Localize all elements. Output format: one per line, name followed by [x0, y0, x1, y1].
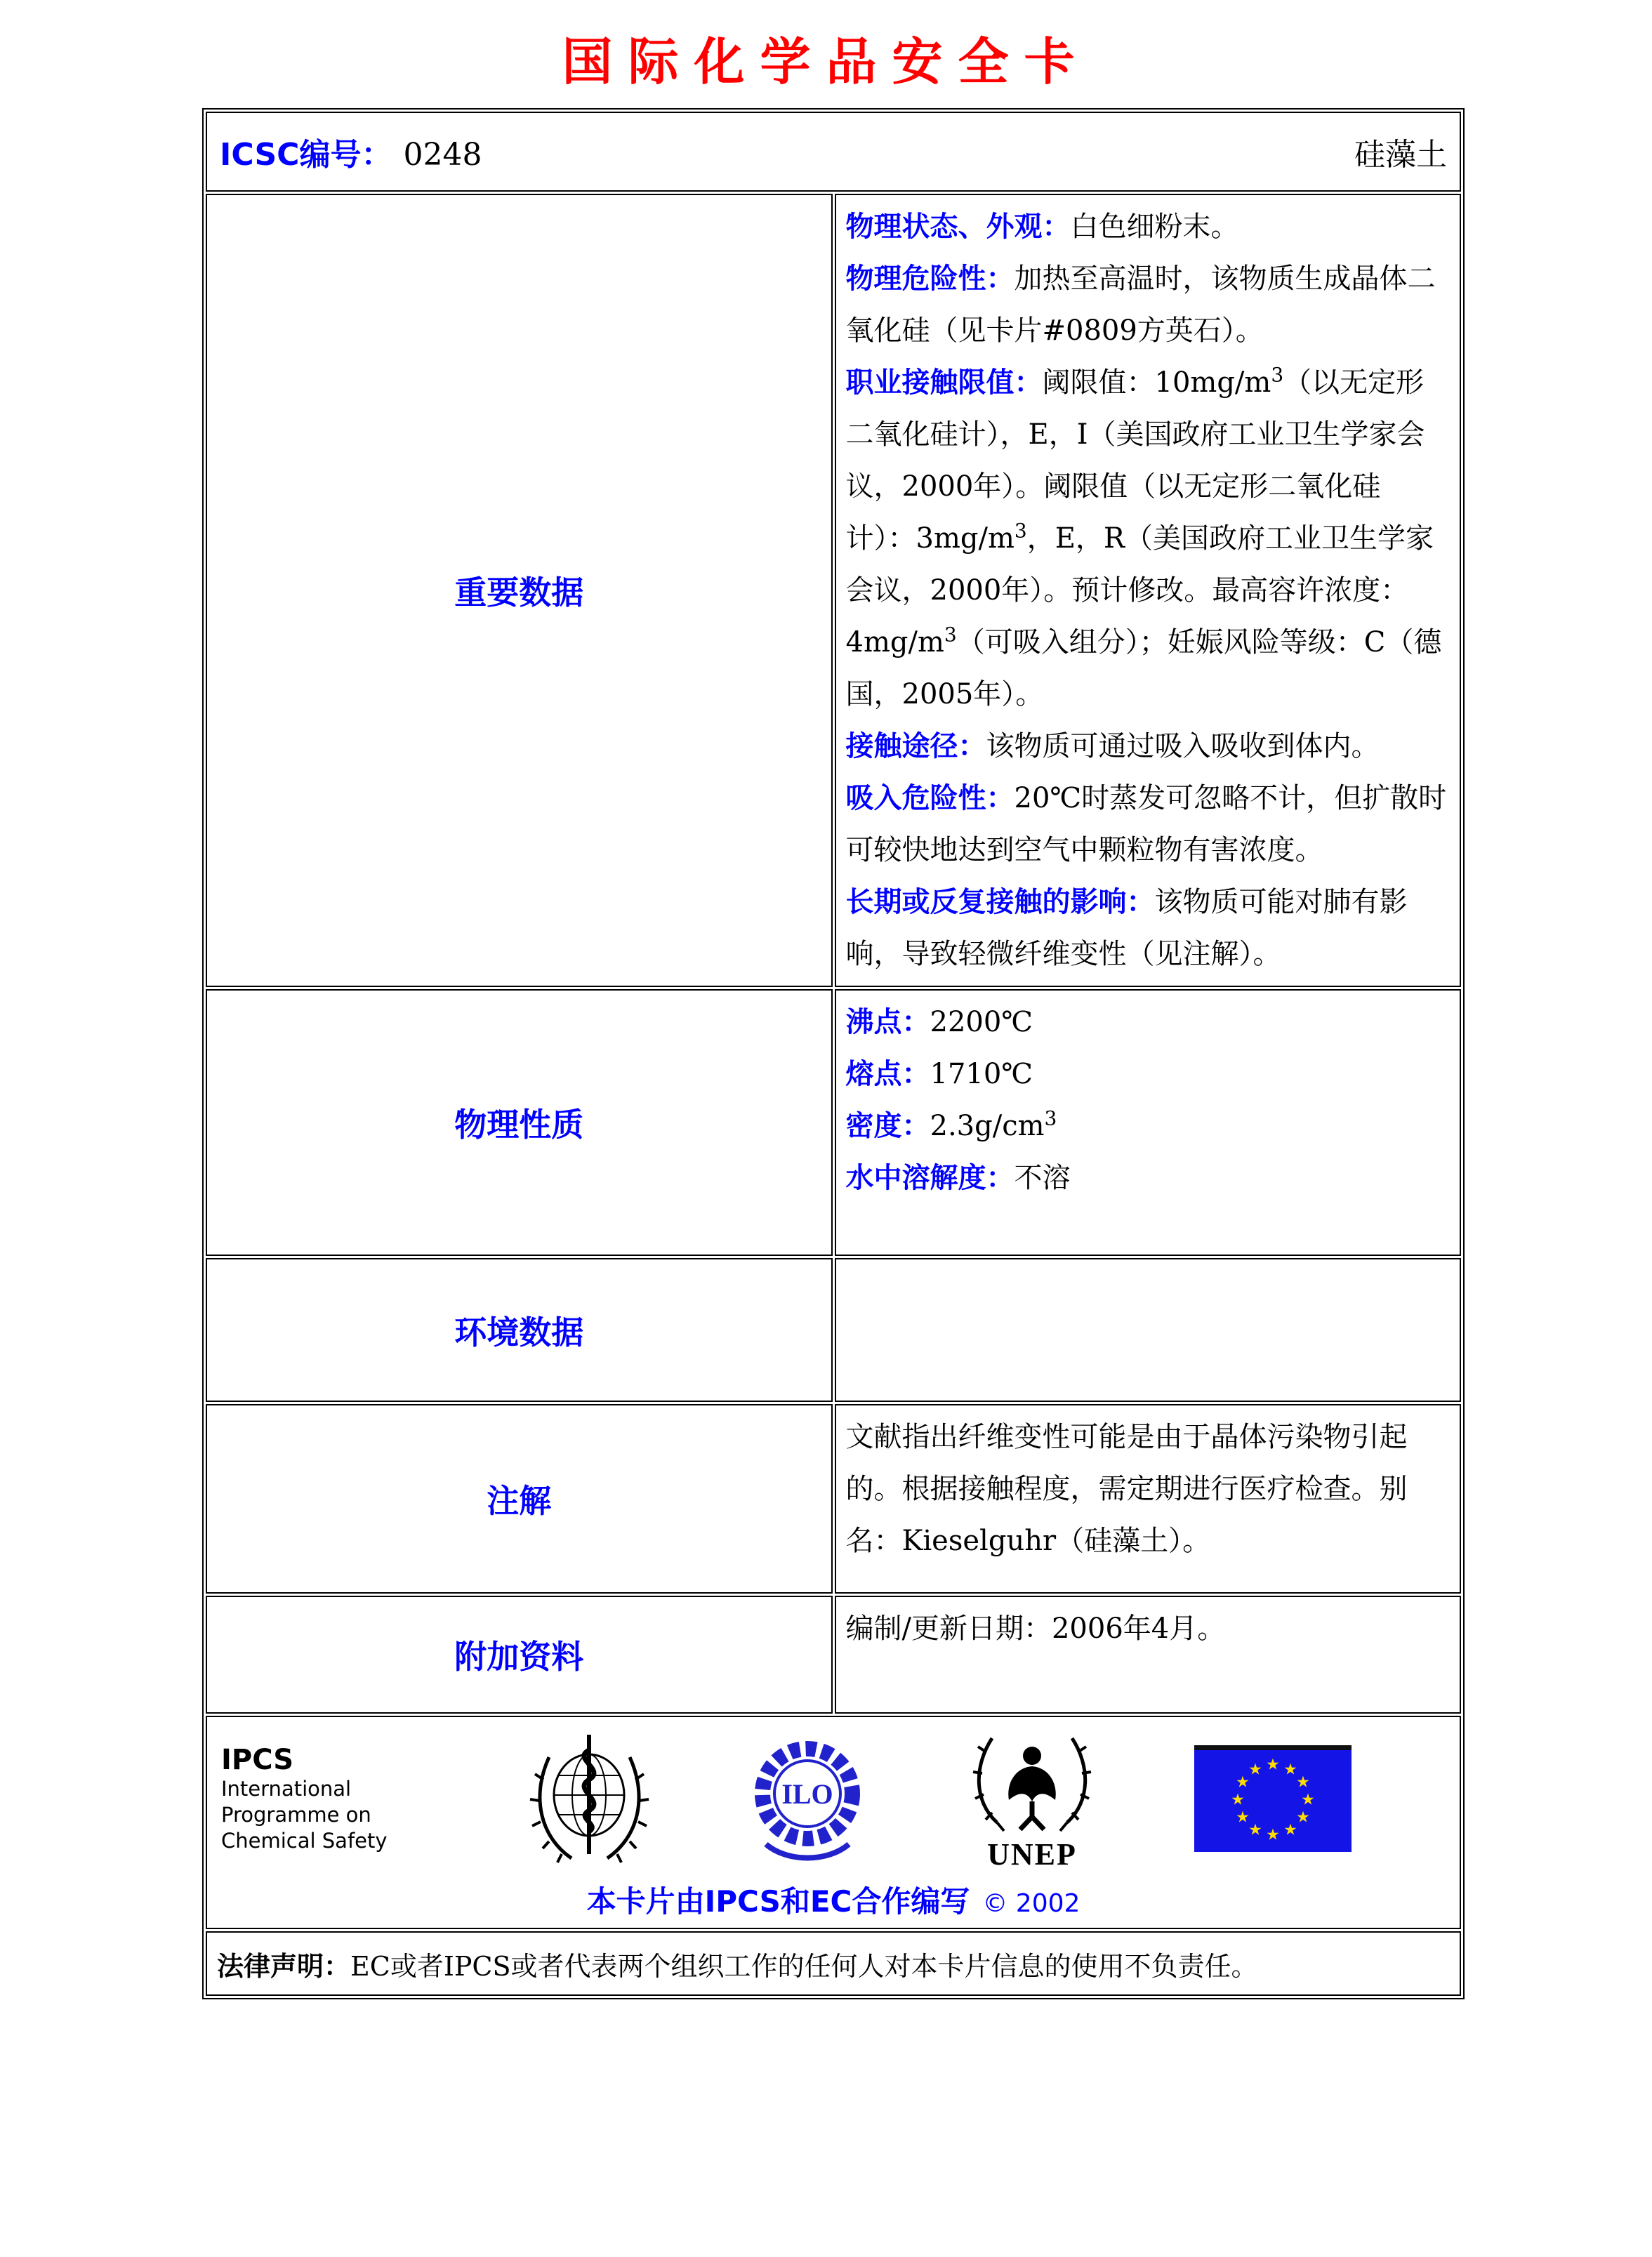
paragraph: 文献指出纤维变性可能是由于晶体污染物引起的。根据接触程度，需定期进行医疗检查。别名：Kieselguhr（硅藻土）。: [845, 1421, 1408, 1557]
svg-text:★: ★: [1296, 1773, 1310, 1792]
section-label-notes: 注解: [487, 1482, 552, 1520]
section-label-additional-information: 附加资料: [454, 1638, 584, 1676]
unep-logo: [965, 1724, 1099, 1873]
section-row-physical-properties: [206, 989, 1461, 1256]
section-content-important-data: [835, 194, 1462, 987]
ipcs-line: Chemical Safety: [221, 1828, 388, 1853]
legal-cell: [206, 1931, 1461, 1996]
page-title: 国际化学品安全卡: [562, 32, 1090, 91]
section-content-additional-information: [835, 1596, 1462, 1714]
svg-text:★: ★: [1266, 1756, 1280, 1774]
credit-text: 本卡片由IPCS和EC合作编写: [586, 1884, 970, 1919]
paragraph: 编制/更新日期：2006年4月。: [845, 1613, 1226, 1645]
chemical-name: 硅藻土: [1354, 137, 1447, 173]
svg-text:★: ★: [1283, 1821, 1297, 1839]
paragraph: 沸点：2200℃: [845, 1006, 1033, 1038]
section-content-physical-properties: [835, 989, 1462, 1256]
svg-text:★: ★: [1236, 1773, 1250, 1792]
logos-cell: [206, 1716, 1461, 1929]
section-label-cell: [206, 1404, 833, 1594]
header-cell: [206, 112, 1461, 192]
section-label-cell: [206, 1258, 833, 1402]
paragraph: 熔点：1710℃: [845, 1058, 1033, 1090]
ilo-logo-text: ILO: [781, 1778, 833, 1810]
svg-text:★: ★: [1248, 1761, 1262, 1779]
paragraph: 接触途径：该物质可通过吸入吸收到体内。: [845, 730, 1380, 762]
icsc-card-table: [202, 108, 1465, 1999]
paragraph: 吸入危险性：20℃时蒸发可忽略不计，但扩散时可较快地达到空气中颗粒物有害浓度。: [845, 782, 1447, 866]
section-row-notes: [206, 1404, 1461, 1594]
who-logo: [528, 1730, 651, 1867]
legal-row: [206, 1931, 1461, 1996]
unep-logo-text: UNEP: [986, 1837, 1077, 1872]
svg-text:★: ★: [1266, 1826, 1280, 1844]
section-content-environmental-data: [835, 1258, 1462, 1402]
section-row-important-data: [206, 194, 1461, 987]
legal-label: 法律声明：: [217, 1950, 351, 1982]
section-content-notes: [835, 1404, 1462, 1594]
paragraph: 长期或反复接触的影响：该物质可能对肺有影响，导致轻微纤维变性（见注解）。: [845, 886, 1408, 970]
logos-row: [206, 1716, 1461, 1929]
paragraph: 水中溶解度：不溶: [845, 1162, 1071, 1194]
section-label-important-data: 重要数据: [454, 574, 584, 611]
section-label-cell: [206, 1596, 833, 1714]
paragraph: 物理危险性：加热至高温时，该物质生成晶体二氧化硅（见卡片#0809方英石）。: [845, 263, 1436, 347]
paragraph: 物理状态、外观：白色细粉末。: [845, 211, 1239, 243]
section-row-additional-information: [206, 1596, 1461, 1714]
svg-text:★: ★: [1248, 1821, 1262, 1839]
copyright-text: © 2002: [982, 1889, 1081, 1918]
icsc-number-value: 0248: [403, 137, 482, 173]
section-label-physical-properties: 物理性质: [454, 1106, 584, 1144]
legal-text: EC或者IPCS或者代表两个组织工作的任何人对本卡片信息的使用不负责任。: [350, 1950, 1258, 1982]
section-label-cell: [206, 194, 833, 987]
ipcs-block: [221, 1744, 432, 1854]
eu-flag: [1194, 1745, 1352, 1852]
svg-text:★: ★: [1236, 1808, 1250, 1827]
icsc-number-group: [220, 129, 482, 174]
paragraph: 密度：$2.3g/cm^3$: [845, 1106, 1057, 1142]
section-row-environmental-data: [206, 1258, 1461, 1402]
svg-text:★: ★: [1301, 1791, 1315, 1809]
ilo-logo: [746, 1730, 869, 1867]
ipcs-line: Programme on: [221, 1802, 371, 1827]
ipcs-line: International: [221, 1776, 352, 1801]
paragraph: 职业接触限值：阈限值：$10mg/m^3$（以无定形二氧化硅计），E，I（美国政府工业卫生学家会议，2000年）。阈限值（以无定形二氧化硅计）：$3mg/m^3$，E，R（美国政府工业卫生学家会议，2000年）。预计修改。最高容许浓度：$4mg/m^3$（可吸入组分）；妊娠风险等级：C（德国，2005年）。: [845, 363, 1442, 710]
header-row: [206, 112, 1461, 192]
credit-line: [217, 1879, 1450, 1921]
svg-text:★: ★: [1231, 1791, 1245, 1809]
svg-text:★: ★: [1283, 1761, 1297, 1779]
section-label-environmental-data: 环境数据: [454, 1313, 584, 1351]
svg-text:★: ★: [1296, 1808, 1310, 1827]
icsc-number-label: ICSC编号：: [220, 137, 392, 173]
section-label-cell: [206, 989, 833, 1256]
ipcs-title: IPCS: [221, 1743, 294, 1776]
